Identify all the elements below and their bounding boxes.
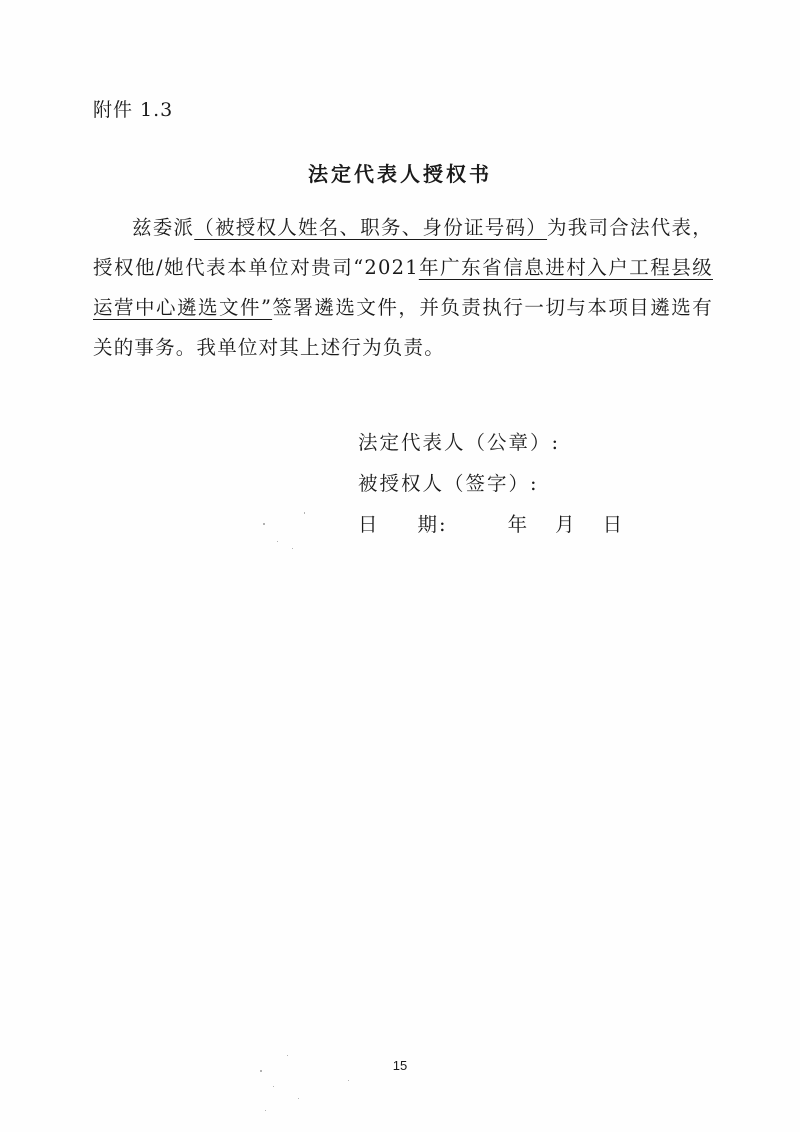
scan-speck: [292, 548, 293, 549]
authorization-paragraph: [93, 208, 713, 368]
date-line: [358, 504, 624, 545]
attachment-label: 附件 1.3: [93, 99, 174, 121]
body-text-start: 兹委派: [132, 216, 195, 239]
underlined-placeholder: （被授权人姓名、职务、身份证号码）: [194, 216, 548, 239]
signature-block: [358, 422, 624, 545]
year-label: 年: [507, 513, 530, 536]
date-label-part1: 日: [358, 513, 380, 536]
body-text-end: 签署遴选文件，并负责执行一切与本项目遴选有关的事务。我单位对其上述行为负责。: [93, 296, 713, 359]
scan-speck: [260, 1070, 262, 1072]
scan-speck: [265, 1110, 266, 1111]
month-label: 月: [555, 513, 577, 536]
legal-rep-line: 法定代表人（公章）:: [358, 431, 561, 454]
body-text-middle: 为我司合法代表，授权他/她代表本单位对贵司“2021: [93, 216, 714, 279]
scan-speck: [298, 1098, 299, 1099]
scan-speck: [277, 541, 278, 542]
underlined-document-name: 年广东省信息进村入户工程县级运营中心遴选文件”: [93, 256, 713, 319]
scan-speck: [273, 1086, 274, 1087]
date-label-part2: 期:: [417, 513, 448, 536]
day-label: 日: [602, 513, 625, 536]
page-title: 法定代表人授权书: [308, 162, 492, 186]
authorized-person-line: 被授权人（签字）:: [358, 472, 539, 495]
page-number: 15: [392, 1058, 408, 1073]
scan-speck: [287, 1055, 288, 1056]
scan-speck: [263, 523, 265, 525]
scan-speck: [348, 1080, 349, 1081]
scan-speck: [304, 512, 305, 514]
